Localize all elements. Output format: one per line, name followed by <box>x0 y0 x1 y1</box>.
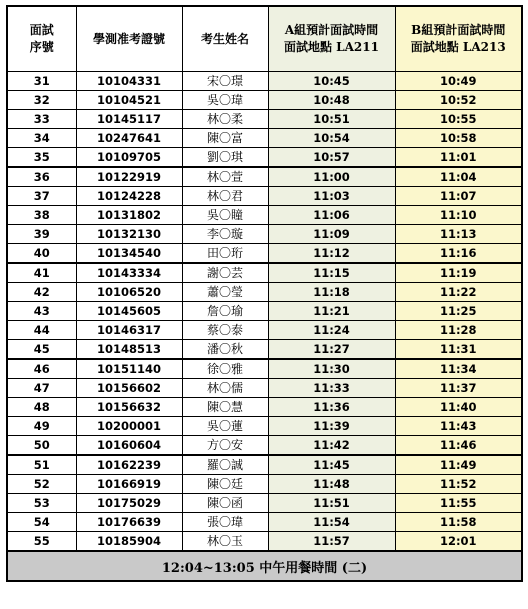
table-row <box>7 379 522 398</box>
group-a-time-cell: 11:15 <box>268 263 395 283</box>
name-cell: 吳〇瞳 <box>182 206 268 225</box>
exam-id-cell: 10176639 <box>76 513 182 532</box>
exam-id-cell: 10124228 <box>76 187 182 206</box>
group-b-time-cell: 10:49 <box>395 72 522 91</box>
seq-cell: 37 <box>7 187 76 206</box>
table-row <box>7 513 522 532</box>
group-a-time-cell: 11:36 <box>268 398 395 417</box>
table-header-row <box>7 6 522 72</box>
seq-cell: 41 <box>7 263 76 283</box>
table-row <box>7 91 522 110</box>
group-b-time-cell: 12:01 <box>395 532 522 552</box>
group-b-time-cell: 11:49 <box>395 455 522 475</box>
group-b-time-cell: 11:07 <box>395 187 522 206</box>
seq-cell: 52 <box>7 475 76 494</box>
group-a-time-cell: 11:00 <box>268 167 395 187</box>
table-row <box>7 206 522 225</box>
group-b-time-cell: 11:43 <box>395 417 522 436</box>
name-cell: 方〇安 <box>182 436 268 456</box>
table-row <box>7 225 522 244</box>
group-b-time-cell: 11:01 <box>395 148 522 168</box>
name-cell: 林〇儒 <box>182 379 268 398</box>
group-b-time-cell: 10:55 <box>395 110 522 129</box>
name-cell: 李〇璇 <box>182 225 268 244</box>
exam-id-cell: 10156632 <box>76 398 182 417</box>
seq-cell: 46 <box>7 359 76 379</box>
seq-cell: 51 <box>7 455 76 475</box>
exam-id-cell: 10145117 <box>76 110 182 129</box>
exam-id-cell: 10247641 <box>76 129 182 148</box>
group-a-time-cell: 11:09 <box>268 225 395 244</box>
group-a-time-cell: 11:03 <box>268 187 395 206</box>
name-cell: 吳〇蓮 <box>182 417 268 436</box>
exam-id-cell: 10166919 <box>76 475 182 494</box>
table-row <box>7 302 522 321</box>
name-cell: 林〇君 <box>182 187 268 206</box>
group-b-time-cell: 11:52 <box>395 475 522 494</box>
group-b-time-cell: 11:55 <box>395 494 522 513</box>
lunch-break-row <box>7 551 522 581</box>
table-row <box>7 359 522 379</box>
seq-cell: 49 <box>7 417 76 436</box>
seq-cell: 38 <box>7 206 76 225</box>
lunch-break-label: 12:04~13:05 中午用餐時間 (二) <box>7 551 522 581</box>
table-row <box>7 436 522 456</box>
group-a-time-cell: 10:54 <box>268 129 395 148</box>
name-cell: 張〇瑋 <box>182 513 268 532</box>
header-exam-id: 學測准考證號 <box>76 6 182 72</box>
name-cell: 蕭〇瑩 <box>182 283 268 302</box>
group-b-time-cell: 11:04 <box>395 167 522 187</box>
header-seq: 面試 序號 <box>7 6 76 72</box>
group-a-time-cell: 11:45 <box>268 455 395 475</box>
group-b-time-cell: 11:58 <box>395 513 522 532</box>
table-row <box>7 167 522 187</box>
table-row <box>7 244 522 264</box>
group-b-time-cell: 10:58 <box>395 129 522 148</box>
exam-id-cell: 10132130 <box>76 225 182 244</box>
group-b-time-cell: 11:13 <box>395 225 522 244</box>
group-b-time-cell: 11:16 <box>395 244 522 264</box>
exam-id-cell: 10122919 <box>76 167 182 187</box>
group-a-time-cell: 11:42 <box>268 436 395 456</box>
group-a-time-cell: 11:24 <box>268 321 395 340</box>
name-cell: 林〇萱 <box>182 167 268 187</box>
exam-id-cell: 10134540 <box>76 244 182 264</box>
seq-cell: 35 <box>7 148 76 168</box>
exam-id-cell: 10156602 <box>76 379 182 398</box>
group-b-time-cell: 11:37 <box>395 379 522 398</box>
exam-id-cell: 10106520 <box>76 283 182 302</box>
table-row <box>7 283 522 302</box>
group-a-time-cell: 11:12 <box>268 244 395 264</box>
header-group-b: B組預計面試時間 面試地點 LA213 <box>395 6 522 72</box>
name-cell: 陳〇富 <box>182 129 268 148</box>
seq-cell: 54 <box>7 513 76 532</box>
exam-id-cell: 10175029 <box>76 494 182 513</box>
group-b-time-cell: 11:10 <box>395 206 522 225</box>
group-a-time-cell: 11:18 <box>268 283 395 302</box>
table-row <box>7 72 522 91</box>
header-name: 考生姓名 <box>182 6 268 72</box>
name-cell: 田〇珩 <box>182 244 268 264</box>
table-row <box>7 129 522 148</box>
name-cell: 詹〇瑜 <box>182 302 268 321</box>
table-row <box>7 321 522 340</box>
group-a-time-cell: 10:57 <box>268 148 395 168</box>
exam-id-cell: 10151140 <box>76 359 182 379</box>
table-row <box>7 494 522 513</box>
schedule-document <box>6 5 523 582</box>
seq-cell: 47 <box>7 379 76 398</box>
exam-id-cell: 10148513 <box>76 340 182 360</box>
group-a-time-cell: 10:45 <box>268 72 395 91</box>
name-cell: 謝〇芸 <box>182 263 268 283</box>
seq-cell: 31 <box>7 72 76 91</box>
exam-id-cell: 10185904 <box>76 532 182 552</box>
seq-cell: 42 <box>7 283 76 302</box>
group-a-time-cell: 11:51 <box>268 494 395 513</box>
group-a-time-cell: 11:54 <box>268 513 395 532</box>
table-row <box>7 532 522 552</box>
seq-cell: 45 <box>7 340 76 360</box>
seq-cell: 34 <box>7 129 76 148</box>
seq-cell: 50 <box>7 436 76 456</box>
table-row <box>7 263 522 283</box>
group-b-time-cell: 11:19 <box>395 263 522 283</box>
seq-cell: 33 <box>7 110 76 129</box>
group-b-time-cell: 11:28 <box>395 321 522 340</box>
group-a-time-cell: 10:51 <box>268 110 395 129</box>
seq-cell: 55 <box>7 532 76 552</box>
group-a-time-cell: 11:57 <box>268 532 395 552</box>
exam-id-cell: 10109705 <box>76 148 182 168</box>
group-b-time-cell: 11:34 <box>395 359 522 379</box>
name-cell: 林〇柔 <box>182 110 268 129</box>
group-a-time-cell: 10:48 <box>268 91 395 110</box>
exam-id-cell: 10146317 <box>76 321 182 340</box>
table-row <box>7 110 522 129</box>
exam-id-cell: 10131802 <box>76 206 182 225</box>
table-row <box>7 148 522 168</box>
name-cell: 羅〇誠 <box>182 455 268 475</box>
seq-cell: 40 <box>7 244 76 264</box>
interview-schedule-table <box>6 5 523 582</box>
group-a-time-cell: 11:27 <box>268 340 395 360</box>
group-a-time-cell: 11:21 <box>268 302 395 321</box>
name-cell: 吳〇瑋 <box>182 91 268 110</box>
name-cell: 蔡〇泰 <box>182 321 268 340</box>
table-row <box>7 398 522 417</box>
seq-cell: 39 <box>7 225 76 244</box>
header-group-a: A組預計面試時間 面試地點 LA211 <box>268 6 395 72</box>
name-cell: 林〇玉 <box>182 532 268 552</box>
table-row <box>7 417 522 436</box>
group-a-time-cell: 11:39 <box>268 417 395 436</box>
exam-id-cell: 10145605 <box>76 302 182 321</box>
exam-id-cell: 10200001 <box>76 417 182 436</box>
exam-id-cell: 10160604 <box>76 436 182 456</box>
table-row <box>7 455 522 475</box>
seq-cell: 32 <box>7 91 76 110</box>
seq-cell: 36 <box>7 167 76 187</box>
name-cell: 陳〇函 <box>182 494 268 513</box>
name-cell: 陳〇慧 <box>182 398 268 417</box>
name-cell: 宋〇璟 <box>182 72 268 91</box>
table-row <box>7 187 522 206</box>
exam-id-cell: 10143334 <box>76 263 182 283</box>
seq-cell: 43 <box>7 302 76 321</box>
exam-id-cell: 10162239 <box>76 455 182 475</box>
seq-cell: 53 <box>7 494 76 513</box>
exam-id-cell: 10104331 <box>76 72 182 91</box>
name-cell: 劉〇琪 <box>182 148 268 168</box>
group-a-time-cell: 11:48 <box>268 475 395 494</box>
name-cell: 潘〇秋 <box>182 340 268 360</box>
table-row <box>7 475 522 494</box>
group-b-time-cell: 11:22 <box>395 283 522 302</box>
name-cell: 徐〇雅 <box>182 359 268 379</box>
group-b-time-cell: 11:46 <box>395 436 522 456</box>
group-a-time-cell: 11:06 <box>268 206 395 225</box>
group-b-time-cell: 11:40 <box>395 398 522 417</box>
group-b-time-cell: 11:31 <box>395 340 522 360</box>
exam-id-cell: 10104521 <box>76 91 182 110</box>
seq-cell: 44 <box>7 321 76 340</box>
group-a-time-cell: 11:33 <box>268 379 395 398</box>
group-a-time-cell: 11:30 <box>268 359 395 379</box>
seq-cell: 48 <box>7 398 76 417</box>
group-b-time-cell: 10:52 <box>395 91 522 110</box>
name-cell: 陳〇廷 <box>182 475 268 494</box>
table-row <box>7 340 522 360</box>
group-b-time-cell: 11:25 <box>395 302 522 321</box>
